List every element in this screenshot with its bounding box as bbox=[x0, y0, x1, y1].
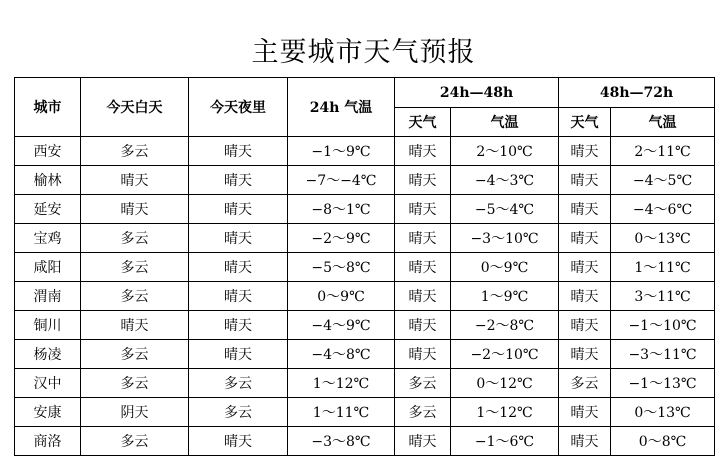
today-night-cell: 晴天 bbox=[189, 253, 288, 282]
city-cell: 商洛 bbox=[15, 427, 81, 456]
city-cell: 咸阳 bbox=[15, 253, 81, 282]
today-night-cell: 晴天 bbox=[189, 166, 288, 195]
today-day-cell: 晴天 bbox=[81, 311, 189, 340]
weather-48h-cell: 晴天 bbox=[395, 282, 451, 311]
temp-72h-cell: 2～11℃ bbox=[611, 137, 715, 166]
weather-72h-cell: 晴天 bbox=[559, 398, 611, 427]
table-row bbox=[15, 195, 715, 224]
temp-48h-cell: 1～9℃ bbox=[451, 282, 559, 311]
temp-48h-cell: −2～8℃ bbox=[451, 311, 559, 340]
temp-24h-cell: −7～−4℃ bbox=[288, 166, 395, 195]
today-night-cell: 晴天 bbox=[189, 427, 288, 456]
temp-24h-cell: 0～9℃ bbox=[288, 282, 395, 311]
temp-72h-cell: −3～11℃ bbox=[611, 340, 715, 369]
today-day-cell: 多云 bbox=[81, 369, 189, 398]
temp-24h-cell: 1～11℃ bbox=[288, 398, 395, 427]
weather-72h-cell: 多云 bbox=[559, 369, 611, 398]
temp-72h-cell: 0～8℃ bbox=[611, 427, 715, 456]
weather-72h-cell: 晴天 bbox=[559, 282, 611, 311]
weather-48h-cell: 晴天 bbox=[395, 340, 451, 369]
header-72h-weather: 天气 bbox=[559, 108, 611, 137]
city-cell: 汉中 bbox=[15, 369, 81, 398]
today-day-cell: 多云 bbox=[81, 282, 189, 311]
table-row bbox=[15, 340, 715, 369]
temp-24h-cell: −4～8℃ bbox=[288, 340, 395, 369]
weather-48h-cell: 多云 bbox=[395, 369, 451, 398]
table-row bbox=[15, 369, 715, 398]
today-night-cell: 晴天 bbox=[189, 340, 288, 369]
weather-72h-cell: 晴天 bbox=[559, 427, 611, 456]
today-night-cell: 晴天 bbox=[189, 282, 288, 311]
temp-48h-cell: −5～4℃ bbox=[451, 195, 559, 224]
header-group-72h: 48h—72h bbox=[559, 78, 715, 108]
city-cell: 延安 bbox=[15, 195, 81, 224]
table-row bbox=[15, 166, 715, 195]
temp-24h-cell: −1～9℃ bbox=[288, 137, 395, 166]
today-night-cell: 晴天 bbox=[189, 224, 288, 253]
page-title: 主要城市天气预报 bbox=[251, 37, 476, 68]
temp-48h-cell: −4～3℃ bbox=[451, 166, 559, 195]
weather-72h-cell: 晴天 bbox=[559, 340, 611, 369]
temp-72h-cell: −4～6℃ bbox=[611, 195, 715, 224]
header-group-48h: 24h—48h bbox=[395, 78, 559, 108]
city-cell: 宝鸡 bbox=[15, 224, 81, 253]
table-row bbox=[15, 282, 715, 311]
weather-72h-cell: 晴天 bbox=[559, 166, 611, 195]
weather-48h-cell: 晴天 bbox=[395, 253, 451, 282]
temp-48h-cell: −1～6℃ bbox=[451, 427, 559, 456]
weather-72h-cell: 晴天 bbox=[559, 253, 611, 282]
today-day-cell: 多云 bbox=[81, 253, 189, 282]
temp-48h-cell: −3～10℃ bbox=[451, 224, 559, 253]
today-day-cell: 晴天 bbox=[81, 166, 189, 195]
forecast-table bbox=[14, 77, 715, 456]
city-cell: 西安 bbox=[15, 137, 81, 166]
today-day-cell: 多云 bbox=[81, 340, 189, 369]
weather-72h-cell: 晴天 bbox=[559, 137, 611, 166]
temp-72h-cell: −4～5℃ bbox=[611, 166, 715, 195]
header-72h-temp: 气温 bbox=[611, 108, 715, 137]
temp-48h-cell: 2～10℃ bbox=[451, 137, 559, 166]
header-24h-temp: 24h 气温 bbox=[288, 78, 395, 137]
temp-72h-cell: −1～13℃ bbox=[611, 369, 715, 398]
table-row bbox=[15, 398, 715, 427]
temp-72h-cell: −1～10℃ bbox=[611, 311, 715, 340]
temp-48h-cell: 0～12℃ bbox=[451, 369, 559, 398]
weather-48h-cell: 晴天 bbox=[395, 195, 451, 224]
weather-48h-cell: 多云 bbox=[395, 398, 451, 427]
weather-72h-cell: 晴天 bbox=[559, 311, 611, 340]
today-day-cell: 多云 bbox=[81, 427, 189, 456]
table-row bbox=[15, 224, 715, 253]
temp-48h-cell: 1～12℃ bbox=[451, 398, 559, 427]
weather-48h-cell: 晴天 bbox=[395, 137, 451, 166]
header-48h-weather: 天气 bbox=[395, 108, 451, 137]
temp-24h-cell: −5～8℃ bbox=[288, 253, 395, 282]
weather-48h-cell: 晴天 bbox=[395, 166, 451, 195]
table-row bbox=[15, 253, 715, 282]
table-row bbox=[15, 137, 715, 166]
weather-48h-cell: 晴天 bbox=[395, 311, 451, 340]
temp-24h-cell: −4～9℃ bbox=[288, 311, 395, 340]
temp-48h-cell: 0～9℃ bbox=[451, 253, 559, 282]
temp-24h-cell: −3～8℃ bbox=[288, 427, 395, 456]
temp-24h-cell: 1～12℃ bbox=[288, 369, 395, 398]
city-cell: 杨凌 bbox=[15, 340, 81, 369]
today-day-cell: 多云 bbox=[81, 224, 189, 253]
today-night-cell: 多云 bbox=[189, 398, 288, 427]
table-row bbox=[15, 427, 715, 456]
temp-72h-cell: 0～13℃ bbox=[611, 224, 715, 253]
today-night-cell: 晴天 bbox=[189, 311, 288, 340]
today-night-cell: 多云 bbox=[189, 369, 288, 398]
today-day-cell: 多云 bbox=[81, 137, 189, 166]
temp-72h-cell: 3～11℃ bbox=[611, 282, 715, 311]
header-city: 城市 bbox=[15, 78, 81, 137]
city-cell: 渭南 bbox=[15, 282, 81, 311]
temp-24h-cell: −2～9℃ bbox=[288, 224, 395, 253]
today-night-cell: 晴天 bbox=[189, 137, 288, 166]
header-today-day: 今天白天 bbox=[81, 78, 189, 137]
weather-72h-cell: 晴天 bbox=[559, 195, 611, 224]
weather-48h-cell: 晴天 bbox=[395, 427, 451, 456]
city-cell: 安康 bbox=[15, 398, 81, 427]
header-48h-temp: 气温 bbox=[451, 108, 559, 137]
temp-72h-cell: 0～13℃ bbox=[611, 398, 715, 427]
weather-72h-cell: 晴天 bbox=[559, 224, 611, 253]
city-cell: 榆林 bbox=[15, 166, 81, 195]
city-cell: 铜川 bbox=[15, 311, 81, 340]
today-night-cell: 晴天 bbox=[189, 195, 288, 224]
today-day-cell: 阴天 bbox=[81, 398, 189, 427]
header-today-night: 今天夜里 bbox=[189, 78, 288, 137]
today-day-cell: 晴天 bbox=[81, 195, 189, 224]
weather-48h-cell: 晴天 bbox=[395, 224, 451, 253]
temp-72h-cell: 1～11℃ bbox=[611, 253, 715, 282]
table-row bbox=[15, 311, 715, 340]
temp-48h-cell: −2～10℃ bbox=[451, 340, 559, 369]
temp-24h-cell: −8～1℃ bbox=[288, 195, 395, 224]
